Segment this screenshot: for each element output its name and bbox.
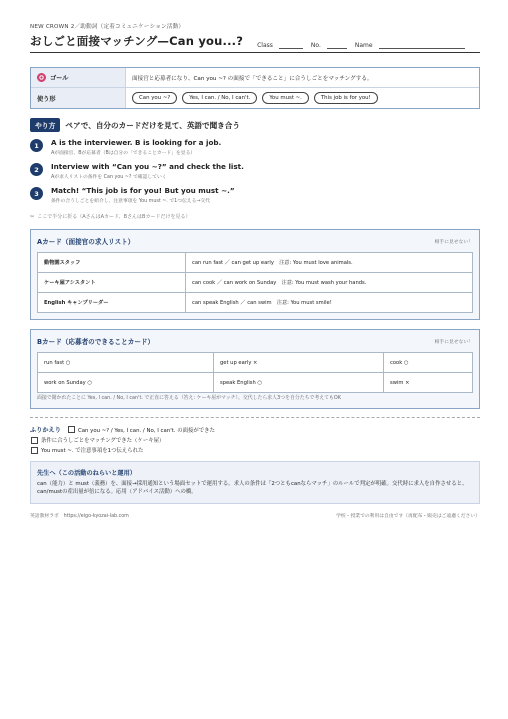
cut-line — [30, 213, 480, 220]
card-b-title: Bカード（応募者のできることカード） — [37, 338, 155, 346]
table-row — [38, 353, 473, 373]
goal-row — [31, 68, 479, 88]
reflection-item: You must ~. で注意事項を1つ伝えられた — [41, 448, 144, 455]
cut-line-text: ここで半分に折る（AさんはAカード、BさんはBカードだけを見る） — [37, 214, 191, 220]
ability-cell: speak English ○ — [214, 373, 384, 393]
name-label: Name — [354, 42, 373, 49]
ability-cell: get up early × — [214, 353, 384, 373]
procedure-header — [30, 118, 480, 132]
ability-cell: swim × — [384, 373, 473, 393]
job-name: English キャンプリーダー — [38, 293, 186, 313]
no-field[interactable] — [327, 48, 347, 49]
form-pill: Can you ~? — [132, 92, 177, 104]
job-conditions: can speak English ／ can swim 注意: You must smile! — [186, 293, 473, 313]
job-conditions: can cook ／ can work on Sunday 注意: You must wash your hands. — [186, 273, 473, 293]
student-fields — [257, 42, 464, 49]
form-pill: You must ~. — [262, 92, 309, 104]
title-row — [30, 33, 480, 53]
footer-source: 英語教材ラボ https://eigo-kyozai-lab.com — [30, 513, 129, 519]
goal-label: ゴール — [50, 75, 69, 82]
card-a — [30, 229, 480, 320]
table-row — [38, 273, 473, 293]
step-sub: Aが求人リストの条件を Can you ~? で確認していく — [51, 175, 167, 180]
step-number: 1 — [30, 139, 43, 152]
job-list-table — [37, 252, 473, 313]
job-conditions: can run fast ／ can get up early 注意: You must love animals. — [186, 253, 473, 273]
ability-cell: run fast ○ — [38, 353, 214, 373]
card-a-header — [37, 236, 473, 246]
scissors-icon: ✂ — [30, 213, 35, 220]
reflection-checkbox[interactable] — [31, 447, 38, 454]
job-name: ケーキ屋アシスタント — [38, 273, 186, 293]
reflection-row — [30, 436, 480, 444]
card-b-memo: 面接で聞かれたことに Yes, I can. / No, I can't. で正直に答える（答え: ケーキ屋がマッチ）。交代したら求人3つを自分たちで考えてもOK — [37, 395, 341, 401]
ability-cell: cook ○ — [384, 353, 473, 373]
teacher-note — [30, 461, 480, 504]
top-label: NEW CROWN 2／助動詞（定着コミュニケーション活動） — [30, 24, 185, 30]
teacher-note-body: can（能力）と must（義務）を、面接→採用通知という場面セットで運用する。求人の条件は「2つともcanならマッチ」のルールで判定が明確。交代時に求人を自作させると、can/mustの産出量が倍になる。応用（アドバイス活動）への橋。 — [37, 481, 468, 496]
form-pill: Yes, I can. / No, I can't. — [182, 92, 257, 104]
forms-label: 使う形 — [37, 95, 56, 103]
card-b-header — [37, 336, 473, 346]
card-a-note: 相手に見せない！ — [434, 239, 473, 245]
name-field[interactable] — [379, 48, 465, 49]
card-b — [30, 329, 480, 409]
job-name: 動物園スタッフ — [38, 253, 186, 273]
footer — [30, 512, 480, 519]
reflection-row — [30, 425, 480, 434]
footer-license: 学校・授業での利用は自由です（再配布・販売はご遠慮ください） — [336, 513, 480, 519]
step-2 — [30, 162, 480, 180]
goal-box — [30, 67, 480, 109]
forms-header — [31, 88, 126, 108]
procedure-tag: やり方 — [30, 118, 60, 132]
forms-row — [31, 88, 479, 108]
reflection-item: 条件に合うしごとをマッチングできた（ケーキ屋） — [41, 438, 165, 445]
forms-list — [126, 88, 479, 108]
step-3 — [30, 186, 480, 204]
no-label: No. — [310, 42, 321, 49]
worksheet — [30, 22, 480, 519]
step-main: Match! “This job is for you! But you must ~.” — [51, 186, 235, 195]
step-number: 2 — [30, 163, 43, 176]
table-row — [38, 293, 473, 313]
page-title: おしごと面接マッチング—Can you...? — [30, 34, 244, 48]
reflection-row — [30, 446, 480, 454]
form-pill: This job is for you! — [314, 92, 378, 104]
step-main: A is the interviewer. B is looking for a job. — [51, 138, 222, 147]
card-b-note: 相手に見せない！ — [434, 339, 473, 345]
ability-cell: work on Sunday ○ — [38, 373, 214, 393]
reflection-item: Can you ~? / Yes, I can. / No, I can't. の面接ができた — [77, 427, 215, 434]
table-row — [38, 373, 473, 393]
reflection-section — [30, 417, 480, 454]
target-icon — [37, 73, 46, 82]
class-label: Class — [257, 42, 273, 49]
teacher-note-title: 先生へ（この活動のねらいと運用） — [37, 470, 136, 478]
ability-table — [37, 352, 473, 393]
reflection-title: ふりかえり — [30, 427, 61, 435]
step-sub: 条件の合うしごとを紹介し、注意事項を You must ~. で1つ伝える→交代 — [51, 199, 210, 204]
step-sub: Aが面接官、Bが応募者（Bは自分の「できることカード」を見る） — [51, 151, 196, 156]
step-number: 3 — [30, 187, 43, 200]
goal-header — [31, 68, 126, 87]
step-main: Interview with “Can you ~?” and check the list. — [51, 162, 244, 171]
goal-text: 面接官と応募者になり、Can you ~? の面接で「できること」に合うしごとをマッチングする。 — [132, 75, 373, 82]
card-a-title: Aカード（面接官の求人リスト） — [37, 238, 135, 246]
class-field[interactable] — [279, 48, 303, 49]
procedure-title: ペアで、自分のカードだけを見て、英語で聞き合う — [65, 120, 240, 130]
table-row — [38, 253, 473, 273]
step-1 — [30, 138, 480, 156]
reflection-checkbox[interactable] — [31, 437, 38, 444]
reflection-checkbox[interactable] — [68, 426, 75, 433]
